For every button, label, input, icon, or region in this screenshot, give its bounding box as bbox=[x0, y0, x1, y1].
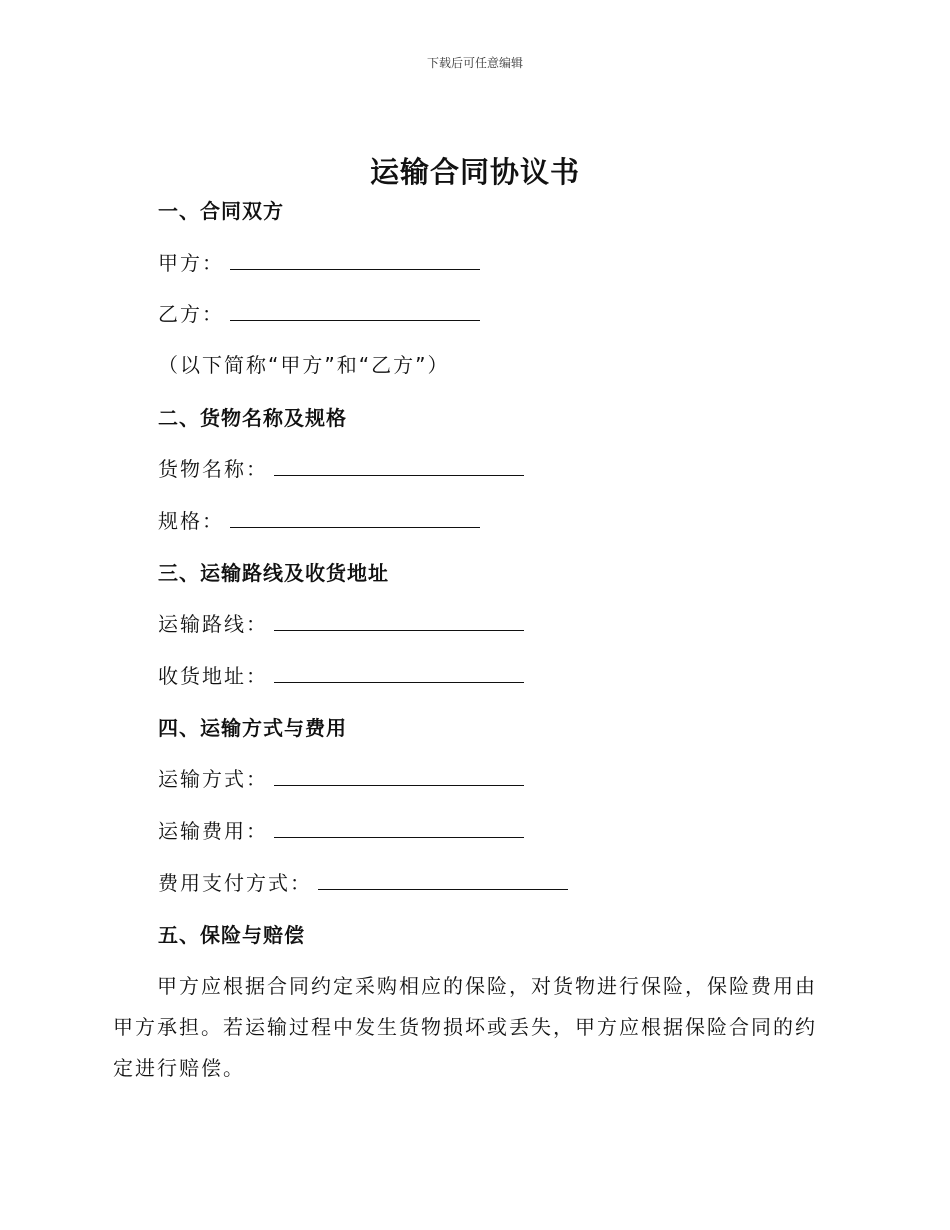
spec-label: 规格： bbox=[158, 509, 224, 533]
fee-blank[interactable] bbox=[274, 817, 524, 838]
insurance-paragraph: 甲方应根据合同约定采购相应的保险，对货物进行保险，保险费用由甲方承担。若运输过程中发生货物损坏或丢失，甲方应根据保险合同的约定进行赔偿。 bbox=[113, 974, 817, 1080]
goods-name-label: 货物名称： bbox=[158, 457, 268, 481]
goods-name-blank[interactable] bbox=[274, 455, 524, 476]
spec-row bbox=[158, 507, 480, 535]
section-heading-route: 三、运输路线及收货地址 bbox=[158, 561, 389, 585]
party-a-label: 甲方： bbox=[158, 251, 224, 275]
fee-row bbox=[158, 817, 524, 845]
route-blank[interactable] bbox=[274, 610, 524, 631]
payment-label: 费用支付方式： bbox=[158, 871, 312, 895]
method-blank[interactable] bbox=[274, 765, 524, 786]
goods-name-row bbox=[158, 455, 524, 483]
method-row bbox=[158, 765, 524, 793]
party-b-label: 乙方： bbox=[158, 302, 224, 326]
route-row bbox=[158, 610, 524, 638]
fee-label: 运输费用： bbox=[158, 819, 268, 843]
party-a-blank[interactable] bbox=[230, 249, 480, 270]
section-heading-insurance: 五、保险与赔偿 bbox=[158, 923, 305, 947]
address-row bbox=[158, 662, 524, 690]
route-label: 运输路线： bbox=[158, 612, 268, 636]
method-label: 运输方式： bbox=[158, 767, 268, 791]
party-b-blank[interactable] bbox=[230, 300, 480, 321]
section-heading-goods: 二、货物名称及规格 bbox=[158, 406, 347, 430]
party-b-row bbox=[158, 300, 480, 328]
payment-row bbox=[158, 869, 568, 897]
section-heading-method: 四、运输方式与费用 bbox=[158, 716, 347, 740]
address-label: 收货地址： bbox=[158, 664, 268, 688]
payment-blank[interactable] bbox=[318, 869, 568, 890]
parties-note: （以下简称“甲方”和“乙方”） bbox=[158, 353, 450, 377]
spec-blank[interactable] bbox=[230, 507, 480, 528]
header-note: 下载后可任意编辑 bbox=[426, 56, 523, 70]
document-title: 运输合同协议书 bbox=[369, 155, 580, 189]
party-a-row bbox=[158, 249, 480, 277]
address-blank[interactable] bbox=[274, 662, 524, 683]
section-heading-parties: 一、合同双方 bbox=[158, 199, 284, 223]
